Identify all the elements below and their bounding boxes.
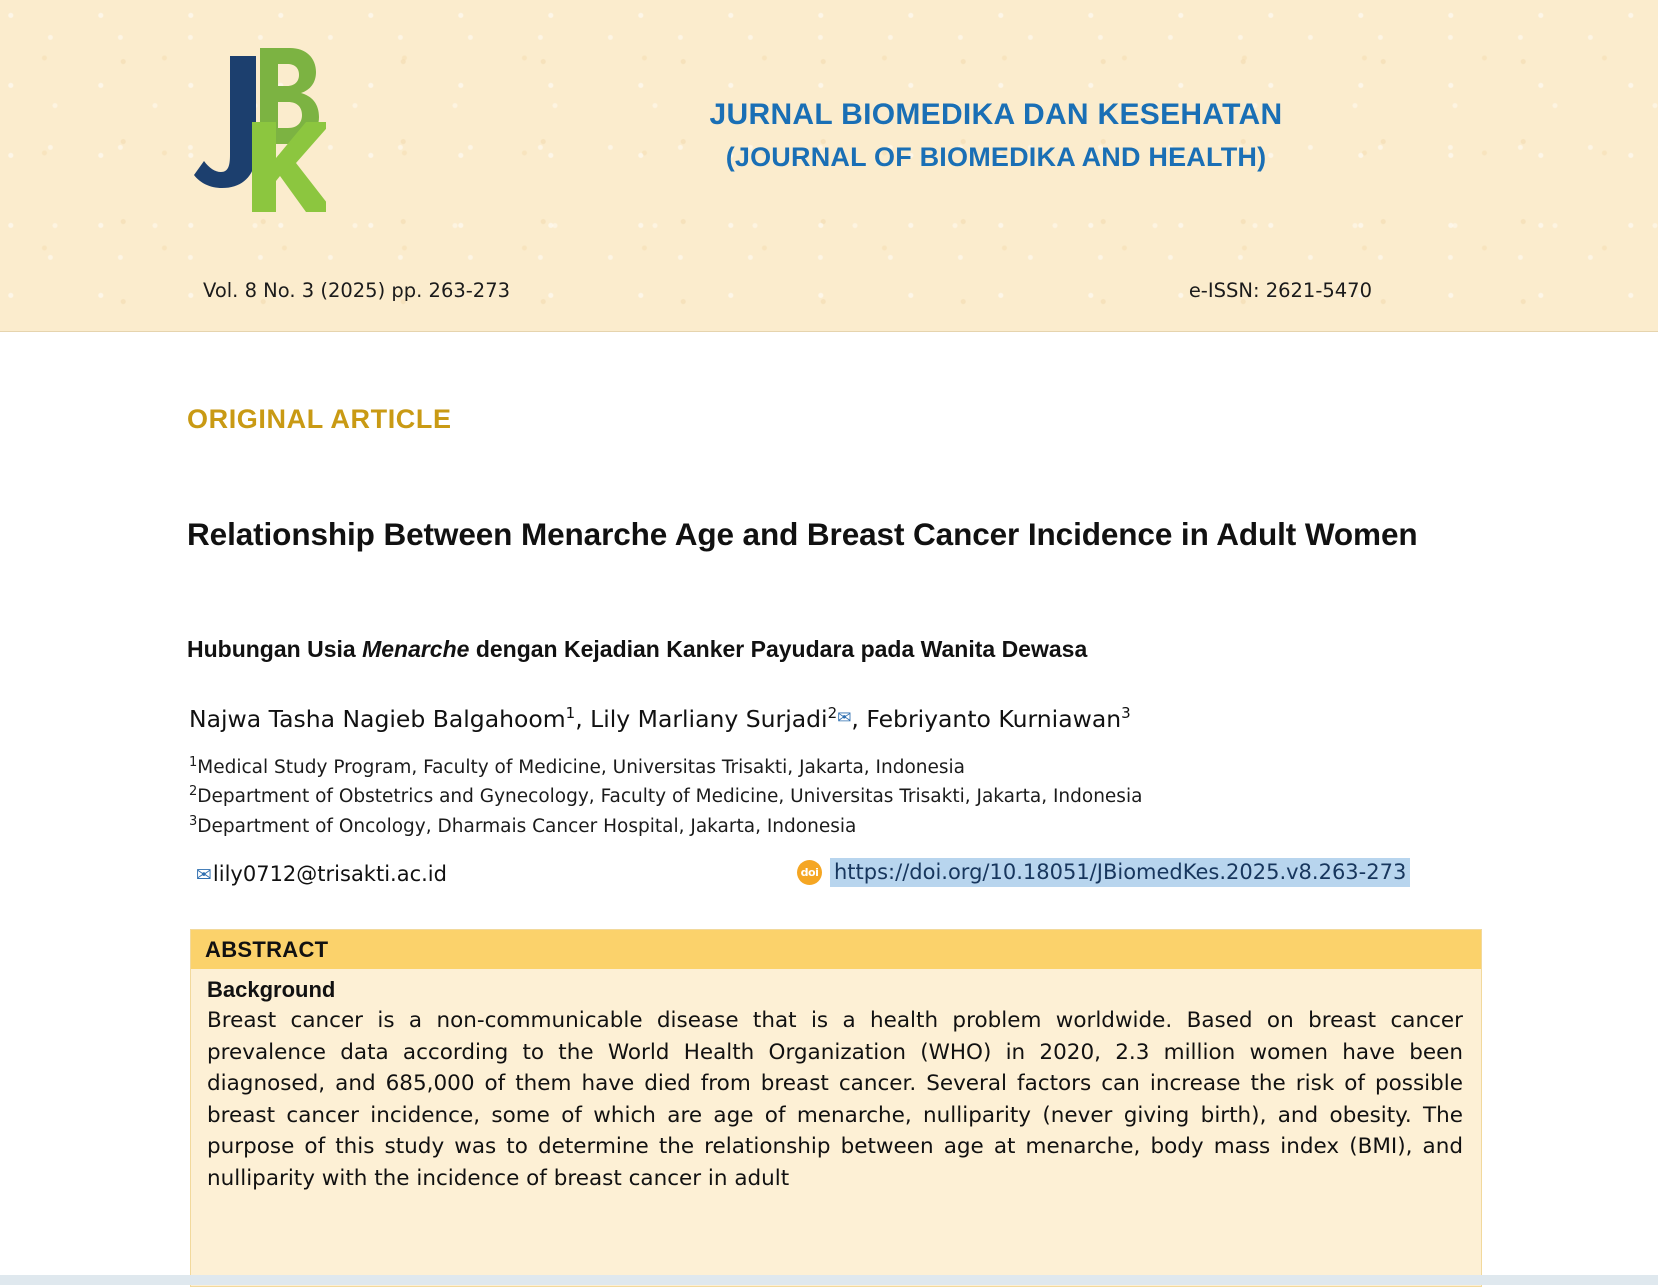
affiliation-item [189,812,1479,841]
journal-title-main: JURNAL BIOMEDIKA DAN KESEHATAN [709,98,1283,131]
article-title-id-part2: dengan Kejadian Kanker Payudara pada Wanita Dewasa [469,636,1088,662]
author-1-affiliation-marker: 1 [565,704,576,722]
journal-header-band [0,0,1658,332]
abstract-header-label: ABSTRACT [205,936,329,962]
abstract-header [191,930,1481,969]
author-3: , Febriyanto Kurniawan [851,704,1122,733]
doi-link[interactable]: https://doi.org/10.18051/JBiomedKes.2025.v8.263-273 [830,858,1410,887]
journal-title-block [616,96,1376,175]
page-title: Relationship Between Menarche Age and Breast Cancer Incidence in Adult Women [187,516,1418,553]
corresponding-email-text: lily0712@trisakti.ac.id [212,862,447,886]
jbk-journal-logo [186,34,326,224]
article-title-id-italic: Menarche [362,636,470,662]
abstract-body [191,969,1481,1195]
affiliation-text: Medical Study Program, Faculty of Medicine, Universitas Trisakti, Jakarta, Indonesia [197,757,966,779]
affiliation-marker: 3 [189,813,198,829]
article-body [0,332,1658,1285]
affiliation-text: Department of Obstetrics and Gynecology, Faculty of Medicine, Universitas Trisakti, Jakarta, Indonesia [197,786,1143,808]
affiliation-marker: 2 [189,784,198,800]
eissn-label: e-ISSN: 2621-5470 [1188,279,1372,302]
affiliation-list [189,753,1479,841]
author-1: Najwa Tasha Nagieb Balgahoom [189,704,566,733]
affiliation-text: Department of Oncology, Dharmais Cancer Hospital, Jakarta, Indonesia [197,816,857,838]
affiliation-item [189,753,1479,782]
article-title-id-part1: Hubungan Usia [187,636,363,662]
doi-block [797,858,1410,887]
doi-icon: doi [797,860,822,885]
envelope-icon: ✉ [837,707,852,728]
corresponding-email[interactable] [196,862,447,886]
abstract-section-title: Background [207,977,336,1002]
abstract-text: Breast cancer is a non-communicable disease that is a health problem worldwide. Based on breast cancer prevalence data according to the World Health Organization (WHO) in 2020, 2.3 million women have been diagnosed, and 685,000 of them have died from breast cancer. Several factors can increase the risk of possible breast cancer incidence, some of which are age of menarche, nulliparity (never giving birth), and obesity. The purpose of this study was to determine the relationship between age at menarche, body mass index (BMI), and nulliparity with the incidence of breast cancer in adult [207,1008,1463,1191]
envelope-icon: ✉ [196,864,212,886]
author-list [189,704,1479,733]
contact-row [196,862,1496,896]
affiliation-item [189,782,1479,811]
author-3-affiliation-marker: 3 [1121,704,1131,722]
abstract-box [190,929,1482,1287]
journal-title-sub: (JOURNAL OF BIOMEDIKA AND HEALTH) [725,142,1267,173]
article-type-label: ORIGINAL ARTICLE [187,404,452,434]
affiliation-marker: 1 [189,755,198,770]
volume-issue-pages: Vol. 8 No. 3 (2025) pp. 263-273 [203,279,511,302]
article-title-indonesian [187,634,1477,665]
author-2: , Lily Marliany Surjadi [575,704,828,733]
author-2-affiliation-marker: 2 [827,704,838,722]
